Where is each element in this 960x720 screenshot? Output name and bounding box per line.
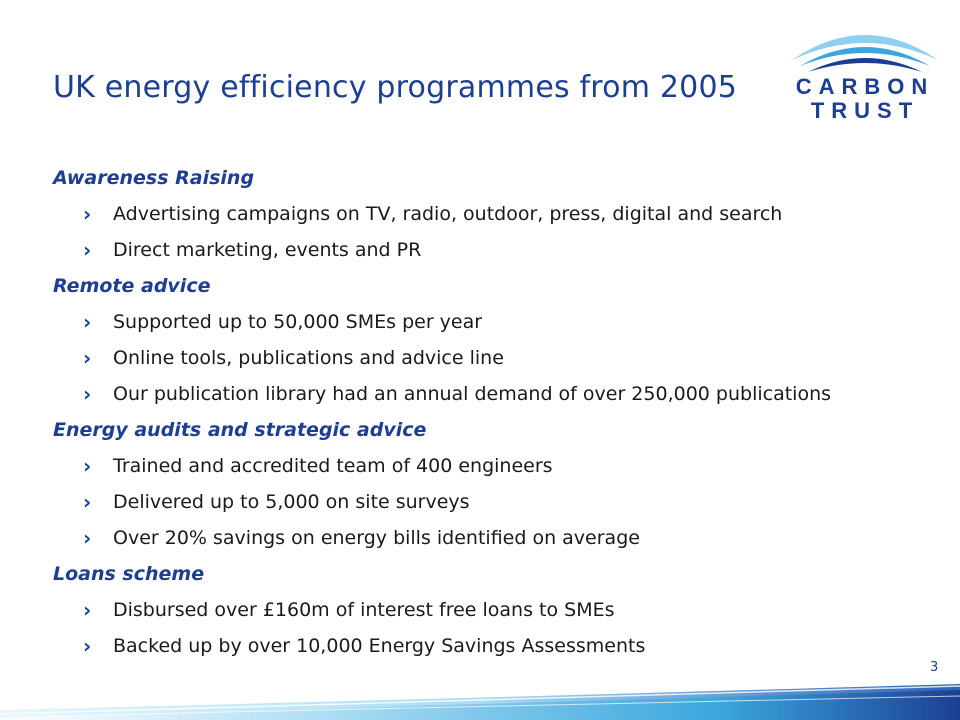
chevron-right-icon: › <box>83 382 92 406</box>
section-heading: Awareness Raising <box>53 167 255 189</box>
slide-content <box>53 160 943 664</box>
bullet-text: Supported up to 50,000 SMEs per year <box>113 311 483 333</box>
logo-trust-text: TRUST <box>810 98 920 123</box>
bullet-text: Advertising campaigns on TV, radio, outdoor, press, digital and search <box>113 203 783 225</box>
logo-carbon-text: CARBON <box>795 74 935 99</box>
bullet-text: Our publication library had an annual demand of over 250,000 publications <box>113 383 832 405</box>
section-energy-audits <box>53 412 943 556</box>
bullet-text: Delivered up to 5,000 on site surveys <box>113 491 470 513</box>
bullet-item <box>53 232 943 268</box>
footer-wave-decoration <box>0 640 960 720</box>
section-awareness-raising <box>53 160 943 268</box>
bullet-text: Over 20% savings on energy bills identified on average <box>113 527 640 549</box>
bullet-item <box>53 592 943 628</box>
section-heading: Loans scheme <box>53 563 205 585</box>
chevron-right-icon: › <box>83 454 92 478</box>
chevron-right-icon: › <box>83 526 92 550</box>
bullet-text: Trained and accredited team of 400 engineers <box>113 455 553 477</box>
bullet-item <box>53 304 943 340</box>
chevron-right-icon: › <box>83 346 92 370</box>
bullet-item <box>53 196 943 232</box>
section-heading: Remote advice <box>53 275 211 297</box>
chevron-right-icon: › <box>83 598 92 622</box>
section-remote-advice <box>53 268 943 412</box>
bullet-item <box>53 520 943 556</box>
bullet-item <box>53 376 943 412</box>
chevron-right-icon: › <box>83 310 92 334</box>
bullet-text: Direct marketing, events and PR <box>113 239 422 261</box>
bullet-item <box>53 340 943 376</box>
chevron-right-icon: › <box>83 202 92 226</box>
carbon-trust-logo <box>786 18 944 130</box>
chevron-right-icon: › <box>83 634 92 658</box>
chevron-right-icon: › <box>83 238 92 262</box>
bullet-item <box>53 448 943 484</box>
slide-title: UK energy efficiency programmes from 2005 <box>53 70 738 105</box>
page-number: 3 <box>930 660 939 675</box>
chevron-right-icon: › <box>83 490 92 514</box>
bullet-text: Online tools, publications and advice line <box>113 347 504 369</box>
bullet-item <box>53 484 943 520</box>
section-heading: Energy audits and strategic advice <box>53 419 427 441</box>
bullet-text: Disbursed over £160m of interest free loans to SMEs <box>113 599 615 621</box>
bullet-text: Backed up by over 10,000 Energy Savings Assessments <box>113 635 646 657</box>
